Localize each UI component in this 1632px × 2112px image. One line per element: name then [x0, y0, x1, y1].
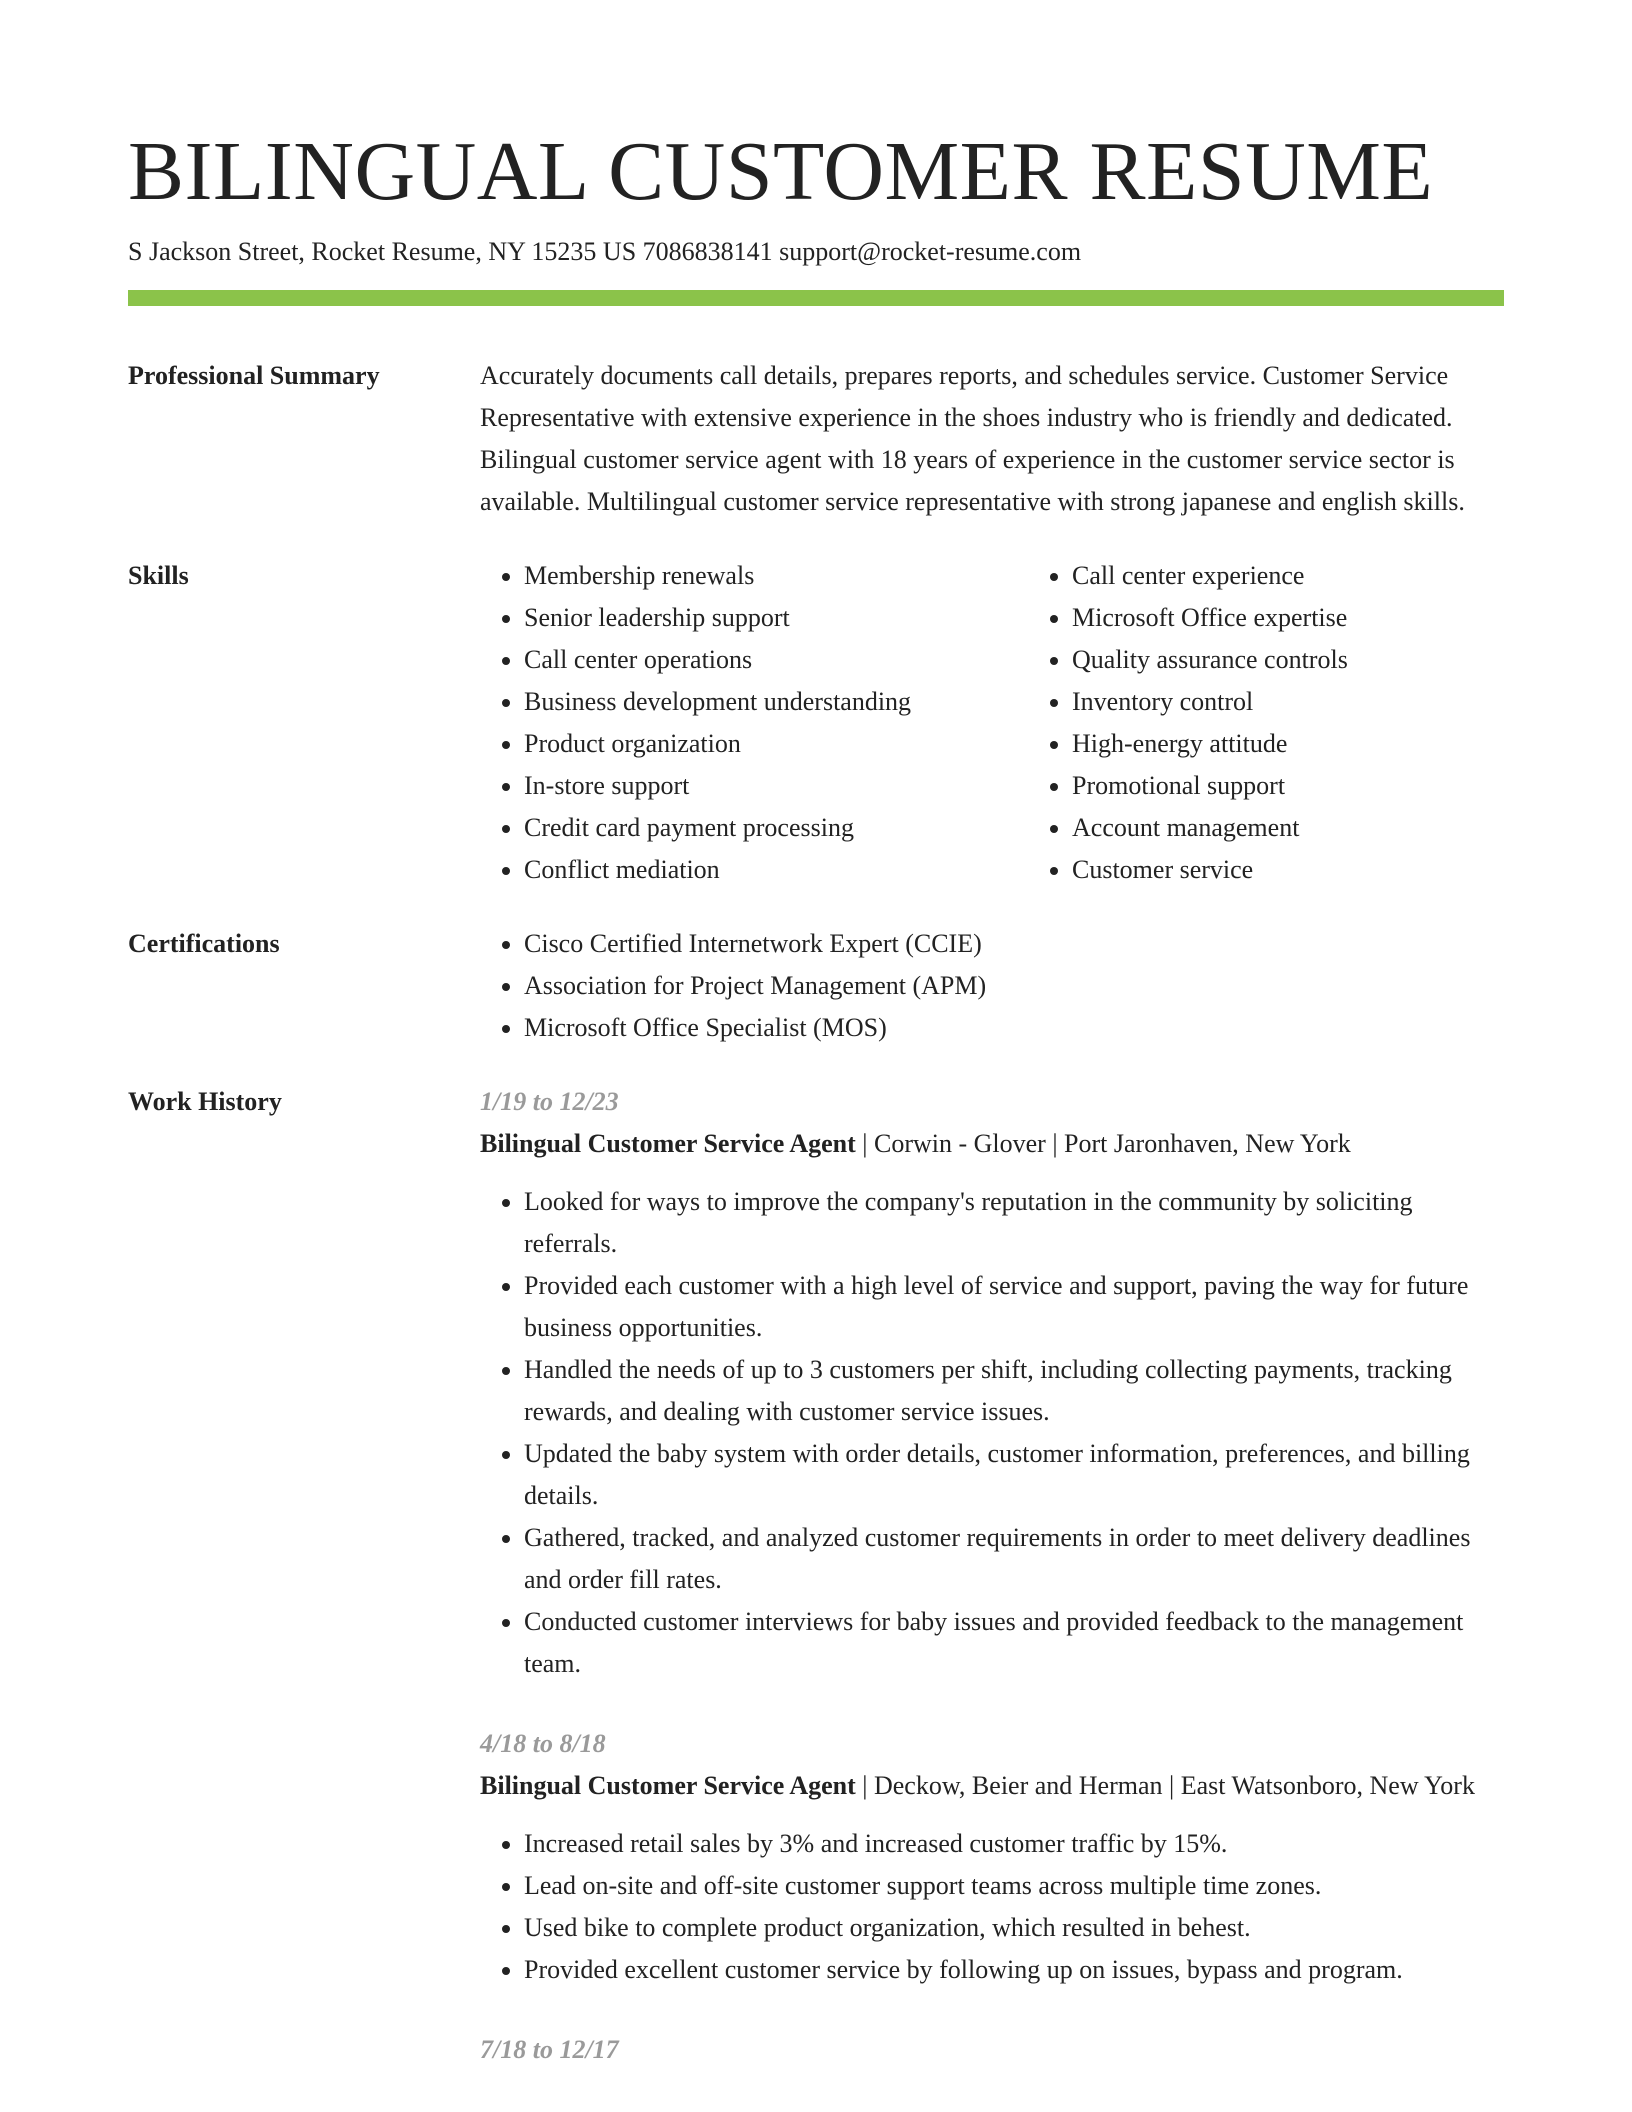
list-item: • Business development understanding [524, 681, 1028, 723]
list-item: • Cisco Certified Internetwork Expert (CCIE) [524, 923, 1504, 965]
skills-section [128, 555, 1504, 891]
section-label-certifications: Certifications [128, 929, 280, 958]
job-title-line [480, 1765, 1504, 1807]
job-date: 7/18 to 12/17 [480, 2035, 619, 2064]
list-item: • Quality assurance controls [1072, 639, 1348, 681]
list-item: • Provided each customer with a high level of service and support, paving the way for future business opportunities. [524, 1265, 1504, 1349]
job-date: 4/18 to 8/18 [480, 1729, 606, 1758]
job-employer: | Deckow, Beier and Herman | East Watsonboro, New York [855, 1771, 1475, 1800]
summary-section [128, 355, 1504, 523]
skills-list-right [1028, 555, 1348, 891]
list-item: • Association for Project Management (APM) [524, 965, 1504, 1007]
certifications-list [480, 923, 1504, 1049]
list-item: • Microsoft Office expertise [1072, 597, 1348, 639]
contact-line: S Jackson Street, Rocket Resume, NY 15235 US 7086838141 support@rocket-resume.com [128, 237, 1082, 266]
list-item: • Updated the baby system with order details, customer information, preferences, and billing details. [524, 1433, 1504, 1517]
certifications-section [128, 923, 1504, 1049]
list-item: • Account management [1072, 807, 1348, 849]
list-item: • Used bike to complete product organization, which resulted in behest. [524, 1907, 1504, 1949]
job-date: 1/19 to 12/23 [480, 1087, 619, 1116]
skills-list-left [480, 555, 1028, 891]
section-label-summary: Professional Summary [128, 361, 380, 390]
job-entry [480, 1723, 1504, 1991]
list-item: • Call center operations [524, 639, 1028, 681]
list-item: • Promotional support [1072, 765, 1348, 807]
list-item: • Increased retail sales by 3% and increased customer traffic by 15%. [524, 1823, 1504, 1865]
list-item: • Handled the needs of up to 3 customers per shift, including collecting payments, tracking rewards, and dealing with customer service issues. [524, 1349, 1504, 1433]
resume-page [128, 122, 1504, 2109]
job-title: Bilingual Customer Service Agent [480, 1771, 856, 1800]
list-item: • Lead on-site and off-site customer support teams across multiple time zones. [524, 1865, 1504, 1907]
list-item: • Provided excellent customer service by following up on issues, bypass and program. [524, 1949, 1504, 1991]
list-item: • Looked for ways to improve the company's reputation in the community by soliciting referrals. [524, 1181, 1504, 1265]
job-bullets [480, 1823, 1504, 1991]
list-item: • In-store support [524, 765, 1028, 807]
list-item: • Customer service [1072, 849, 1348, 891]
work-history-section [128, 1081, 1504, 2109]
job-entry [480, 2029, 1504, 2071]
list-item: • Conflict mediation [524, 849, 1028, 891]
list-item: • Microsoft Office Specialist (MOS) [524, 1007, 1504, 1049]
job-entry [480, 1081, 1504, 1685]
section-label-work-history: Work History [128, 1087, 282, 1116]
resume-title: BILINGUAL CUSTOMER RESUME [128, 125, 1434, 218]
header-divider [128, 290, 1504, 306]
list-item: • Product organization [524, 723, 1028, 765]
list-item: • Inventory control [1072, 681, 1348, 723]
list-item: • Credit card payment processing [524, 807, 1028, 849]
section-label-skills: Skills [128, 561, 189, 590]
list-item: • Conducted customer interviews for baby issues and provided feedback to the management team. [524, 1601, 1504, 1685]
list-item: • Membership renewals [524, 555, 1028, 597]
list-item: • Gathered, tracked, and analyzed customer requirements in order to meet delivery deadlines and order fill rates. [524, 1517, 1504, 1601]
list-item: • Call center experience [1072, 555, 1348, 597]
job-bullets [480, 1181, 1504, 1685]
job-title-line [480, 1123, 1504, 1165]
list-item: • Senior leadership support [524, 597, 1028, 639]
summary-text: Accurately documents call details, prepares reports, and schedules service. Customer Service Representative with extensive experience in the shoes industry who is friendly and dedicated. Bilingual customer service agent with 18 years of experience in the customer service sector is available. Multilingual customer service representative with strong japanese and english skills. [480, 361, 1465, 516]
job-title: Bilingual Customer Service Agent [480, 1129, 856, 1158]
list-item: • High-energy attitude [1072, 723, 1348, 765]
job-employer: | Corwin - Glover | Port Jaronhaven, New York [855, 1129, 1351, 1158]
